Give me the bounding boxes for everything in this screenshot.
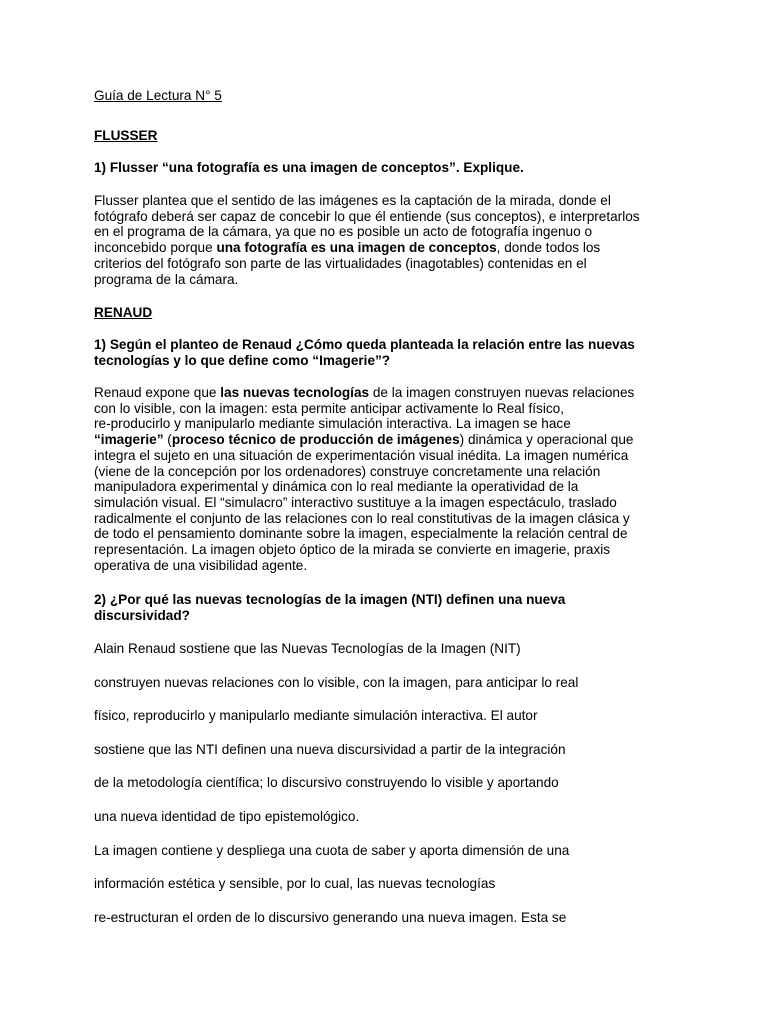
text-row: [94, 193, 684, 209]
document-heading: Guía de Lectura N° 5: [94, 88, 222, 103]
text-row: [94, 495, 684, 511]
text-row: [94, 511, 684, 527]
text-segment: Flusser plantea que el sentido de las imágenes es la captación de la mirada, donde el: [94, 193, 611, 208]
text-segment: manipuladora experimental y dinámica con lo real mediante la operatividad de la: [94, 479, 579, 495]
text-row: [94, 209, 684, 225]
text-segment: con lo visible, con la imagen: esta permite anticipar activamente lo Real físico,: [94, 400, 564, 416]
text-segment: re-producirlo y manipularlo mediante simulación interactiva. La imagen se hace: [94, 416, 571, 432]
section-title-renaud: RENAUD: [94, 305, 153, 320]
text-segment: fotógrafo deberá ser capaz de concebir lo que él entiende (sus conceptos), e interpretarlos: [94, 208, 640, 224]
text-segment: , donde todos los: [496, 240, 601, 256]
text-row: [94, 526, 684, 542]
text-row: [94, 272, 684, 288]
text-row: [94, 448, 684, 464]
text-segment: integra el sujeto en una situación de experimentación visual inédita. La imagen numérica: [94, 447, 629, 463]
text-segment: Renaud expone que: [94, 385, 221, 400]
text-row: [94, 416, 684, 432]
text-row: [94, 385, 684, 401]
text-row: [94, 558, 684, 574]
text-row: [94, 479, 684, 495]
flusser-question: 1) Flusser “una fotografía es una imagen de conceptos”. Explique.: [94, 160, 524, 175]
bold-text-segment: “imagerie”: [94, 432, 164, 448]
text-segment: en el programa de la cámara, ya que no es posible un acto de fotografía ingenuo o: [94, 224, 593, 240]
bold-text-segment: proceso técnico de producción de imágenes: [171, 432, 460, 448]
section-title-flusser: FLUSSER: [94, 128, 158, 143]
text-segment: de todo el pensamiento dominante sobre la imagen, especialmente la relación central de: [94, 526, 628, 542]
text-segment: representación. La imagen objeto óptico de la mirada se convierte en imagerie, praxis: [94, 542, 611, 558]
answer-line: físico, reproducirlo y manipularlo mediante simulación interactiva. El autor: [94, 708, 538, 724]
bold-text-segment: una fotografía es una imagen de conceptos: [216, 240, 497, 256]
text-row: discursividad?: [94, 607, 190, 623]
text-segment: programa de la cámara.: [94, 271, 239, 287]
answer-line: de la metodología científica; lo discursivo construyendo lo visible y aportando: [94, 775, 559, 791]
text-row: 1) Según el planteo de Renaud ¿Cómo queda planteada la relación entre las nuevas: [94, 337, 635, 352]
flusser-answer: [94, 193, 684, 287]
answer-line: construyen nuevas relaciones con lo visible, con la imagen, para anticipar lo real: [94, 674, 579, 690]
text-row: [94, 464, 684, 480]
text-row: [94, 401, 684, 417]
text-row: [94, 256, 684, 272]
text-segment: operativa de una visibilidad agente.: [94, 557, 308, 573]
renaud-question-2: [94, 592, 684, 623]
text-segment: de la imagen construyen nuevas relaciones: [369, 385, 635, 400]
answer-line: La imagen contiene y despliega una cuota de saber y aporta dimensión de una: [94, 842, 570, 858]
text-row: 2) ¿Por qué las nuevas tecnologías de la imagen (NTI) definen una nueva: [94, 592, 566, 607]
answer-line: re-estructuran el orden de lo discursivo generando una nueva imagen. Esta se: [94, 909, 567, 925]
text-row: [94, 432, 684, 448]
answer-line: información estética y sensible, por lo cual, las nuevas tecnologías: [94, 876, 496, 892]
text-row: [94, 224, 684, 240]
text-row: [94, 240, 684, 256]
renaud-question-1: [94, 337, 684, 368]
answer-line: una nueva identidad de tipo epistemológico.: [94, 809, 360, 824]
text-segment: criterios del fotógrafo son parte de las virtualidades (inagotables) contenidas en el: [94, 255, 587, 271]
answer-line: Alain Renaud sostiene que las Nuevas Tecnologías de la Imagen (NIT): [94, 641, 521, 656]
text-row: tecnologías y lo que define como “Imagerie”?: [94, 352, 391, 368]
text-segment: inconcebido porque: [94, 240, 217, 256]
text-row: [94, 542, 684, 558]
text-segment: (: [163, 432, 172, 448]
text-segment: (viene de la concepción por los ordenadores) construye concretamente una relación: [94, 463, 601, 479]
text-segment: ) dinámica y operacional que: [459, 432, 634, 448]
text-segment: radicalmente el conjunto de las relaciones con lo real constitutivas de la imagen clásica y: [94, 510, 630, 526]
text-segment: simulación visual. El “simulacro” interactivo sustituye a la imagen espectáculo, traslado: [94, 494, 617, 510]
answer-line: sostiene que las NTI definen una nueva discursividad a partir de la integración: [94, 741, 566, 757]
bold-text-segment: las nuevas tecnologías: [220, 385, 370, 400]
renaud-answer-1: [94, 385, 684, 573]
